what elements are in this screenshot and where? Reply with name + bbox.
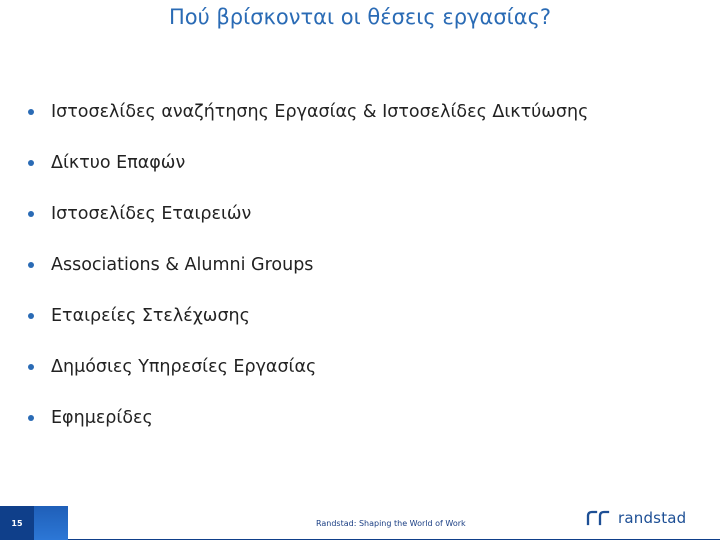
bullet-text: Δημόσιες Υπηρεσίες Εργασίας — [51, 356, 317, 377]
bullet-item — [28, 137, 588, 188]
footer-page-badge — [0, 506, 68, 540]
bullet-item — [28, 86, 588, 137]
bullet-icon — [28, 109, 34, 115]
slide-title: Πού βρίσκονται οι θέσεις εργασίας? — [168, 5, 552, 29]
bullet-item — [28, 239, 588, 290]
bullet-icon — [28, 364, 34, 370]
randstad-logo — [586, 509, 686, 527]
footer-tagline: Randstad: Shaping the World of Work — [316, 519, 466, 528]
bullet-item — [28, 290, 588, 341]
bullet-icon — [28, 313, 34, 319]
footer-accent-block — [34, 506, 68, 540]
bullet-item — [28, 188, 588, 239]
bullet-text: Δίκτυο Επαφών — [51, 152, 186, 173]
randstad-logo-icon — [586, 509, 610, 527]
logo-text: randstad — [618, 509, 687, 527]
bullet-icon — [28, 160, 34, 166]
bullet-text: Associations & Alumni Groups — [51, 254, 314, 275]
bullet-icon — [28, 211, 34, 217]
bullet-text: Εταιρείες Στελέχωσης — [51, 305, 250, 326]
bullet-item — [28, 392, 588, 443]
bullet-text: Ιστοσελίδες αναζήτησης Εργασίας & Ιστοσελίδες Δικτύωσης — [51, 101, 589, 122]
bullet-icon — [28, 262, 34, 268]
bullet-list — [28, 86, 588, 443]
bullet-icon — [28, 415, 34, 421]
bullet-text: Εφημερίδες — [51, 407, 153, 428]
bullet-item — [28, 341, 588, 392]
bullet-text: Ιστοσελίδες Εταιρειών — [51, 203, 252, 224]
page-number: 15 — [0, 506, 34, 540]
